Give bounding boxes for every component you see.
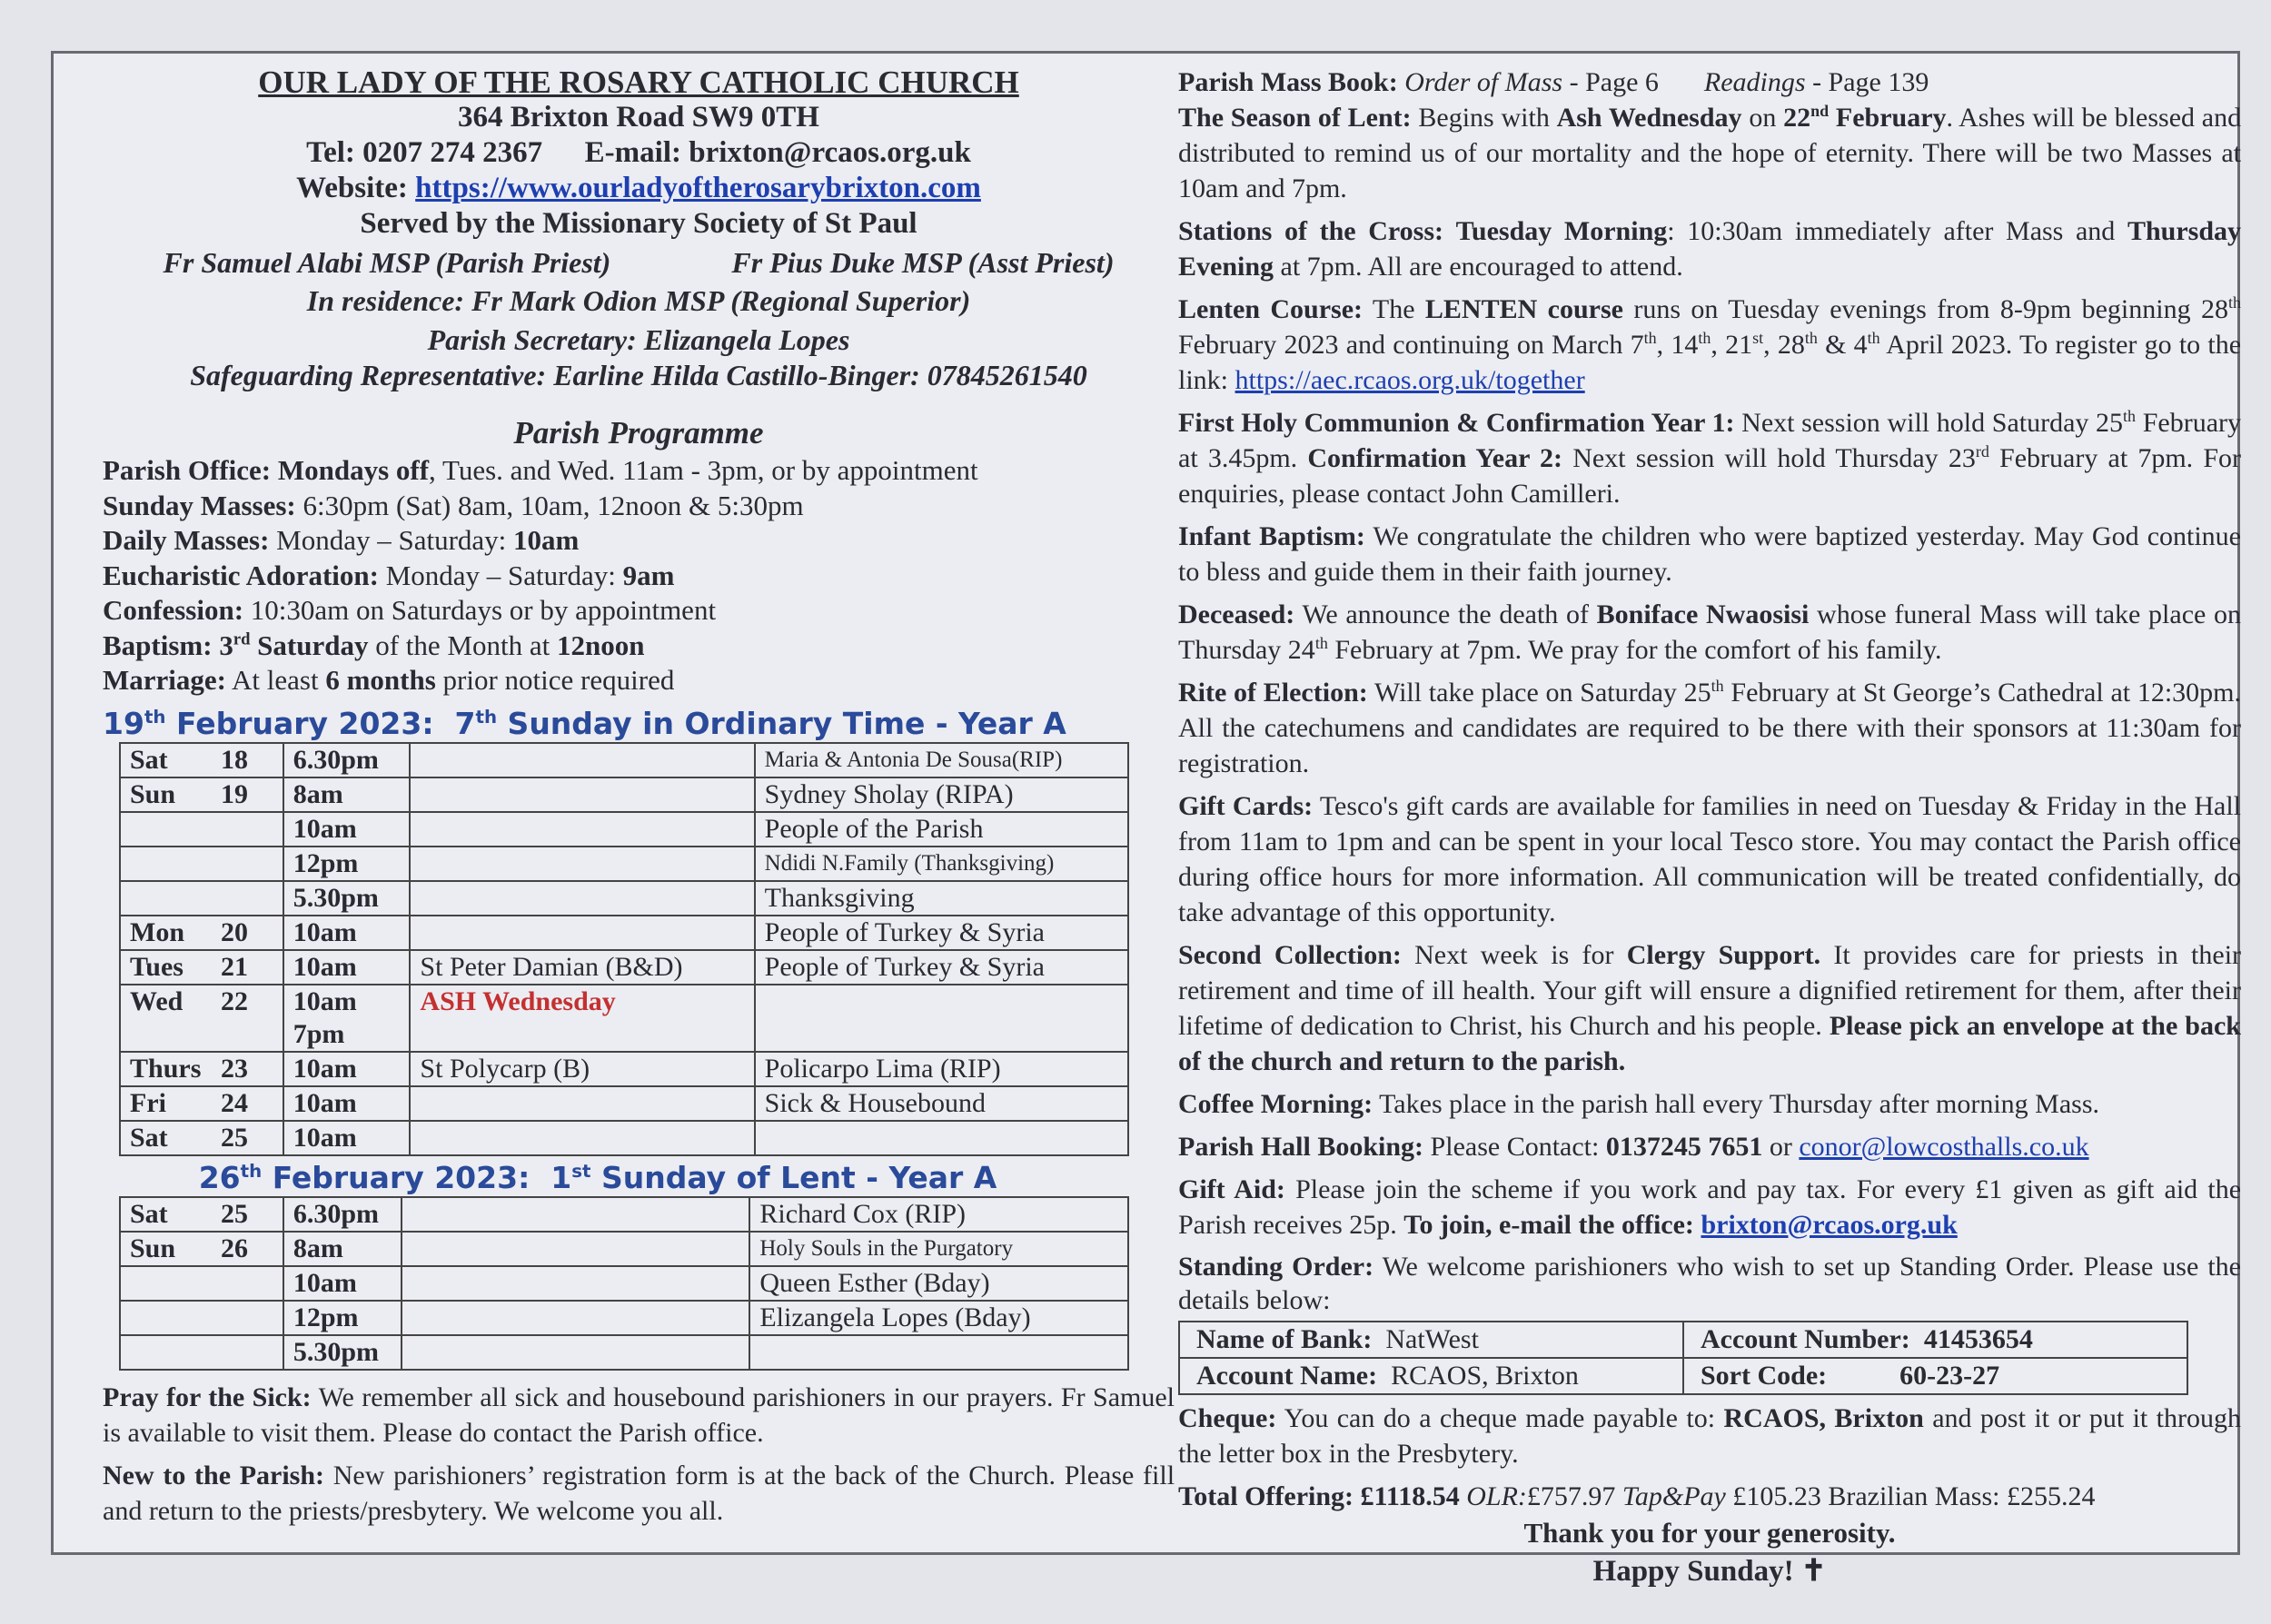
mass-row	[120, 1197, 1128, 1232]
mass-day	[120, 812, 283, 847]
mass-book: Parish Mass Book: Order of Mass - Page 6 Readings - Page 139	[1178, 67, 1929, 97]
secretary-line: Parish Secretary: Elizangela Lopes	[427, 323, 850, 356]
account-name: RCAOS, Brixton	[1391, 1361, 1579, 1391]
mass-intention: Maria & Antonia De Sousa(RIP)	[755, 743, 1128, 777]
mass-time: 10am	[283, 1086, 411, 1121]
mass-time: 10am 7pm	[283, 985, 411, 1052]
mass-day	[120, 847, 283, 881]
mass-intention	[749, 1335, 1128, 1370]
mass-time: 10am	[283, 812, 411, 847]
mass-intention: People of Turkey & Syria	[755, 950, 1128, 985]
coffee-morning: Coffee Morning: Takes place in the parish hall every Thursday after morning Mass.	[1178, 1089, 2100, 1119]
week2-title: 26th February 2023: 1st Sunday of Lent - Year A	[198, 1159, 997, 1195]
mass-feast: St Peter Damian (B&D)	[410, 950, 754, 985]
mass-time: 10am	[283, 1052, 411, 1086]
mass-intention: Richard Cox (RIP)	[749, 1197, 1128, 1232]
mass-feast	[402, 1335, 750, 1370]
contact-line	[103, 135, 1175, 171]
mass-intention: Sick & Housebound	[755, 1086, 1128, 1121]
mass-time: 10am	[283, 916, 411, 950]
mass-day: Sun 26	[120, 1232, 283, 1266]
mass-feast	[410, 743, 754, 777]
mass-day: Mon 20	[120, 916, 283, 950]
baptism: Baptism: 3rd Saturday of the Month at 12noon	[103, 629, 645, 661]
week1-mass-table	[119, 742, 1129, 1156]
mass-time: 5.30pm	[283, 881, 411, 916]
mass-feast	[402, 1266, 750, 1301]
mass-row	[120, 1232, 1128, 1266]
cheque: Cheque: You can do a cheque made payable to: RCAOS, Brixton and post it or put it through the letter box in the Presbytery.	[1178, 1403, 2242, 1469]
mass-intention: Policarpo Lima (RIP)	[755, 1052, 1128, 1086]
mass-day: Wed 22	[120, 985, 283, 1052]
account-number-label: Account Number:	[1701, 1324, 1910, 1354]
mass-feast	[410, 881, 754, 916]
gift-aid-email-link[interactable]: brixton@rcaos.org.uk	[1701, 1210, 1958, 1240]
served-by: Served by the Missionary Society of St Paul	[360, 207, 917, 240]
deceased: Deceased: We announce the death of Boniface Nwaosisi whose funeral Mass will take place on Thursday 24th February at 7pm. We pray for the comfort of his family.	[1178, 599, 2242, 665]
mass-day	[120, 1335, 283, 1370]
mass-day: Sat 18	[120, 743, 283, 777]
mass-time: 6.30pm	[283, 1197, 402, 1232]
church-header	[103, 64, 1175, 242]
second-collection: Second Collection: Next week is for Clergy Support. It provides care for priests in their retirement and time of ill health. Your gift will ensure a dignified retirement for them, after their lifetime of dedication to Christ, his Church and his people. Please pick an envelope at the back of the church and return to the parish.	[1178, 940, 2242, 1076]
mass-intention: Ndidi N.Family (Thanksgiving)	[755, 847, 1128, 881]
daily-masses: Daily Masses: Monday – Saturday: 10am	[103, 524, 580, 556]
asst-priest: Fr Pius Duke MSP (Asst Priest)	[731, 246, 1115, 279]
mass-intention: Sydney Sholay (RIPA)	[755, 777, 1128, 812]
season-of-lent: The Season of Lent: Begins with Ash Wednesday on 22nd February. Ashes will be blessed and distributed to remind us of our mortality and the hope of eternity. There will be two Masses at 10am and 7pm.	[1178, 102, 2242, 203]
right-column	[1178, 64, 2241, 1590]
sort-code-label: Sort Code:	[1701, 1361, 1828, 1391]
mass-time: 10am	[283, 950, 411, 985]
infant-baptism: Infant Baptism: We congratulate the children who were baptized yesterday. May God continue to bless and guide them in their faith journey.	[1178, 521, 2242, 587]
mass-intention: Queen Esther (Bday)	[749, 1266, 1128, 1301]
mass-day: Sat 25	[120, 1121, 283, 1155]
marriage: Marriage: At least 6 months prior notice required	[103, 664, 675, 696]
programme-list	[103, 453, 1175, 698]
mass-intention: Elizangela Lopes (Bday)	[749, 1301, 1128, 1335]
website-line	[103, 171, 1175, 206]
office-hours: Parish Office: Mondays off, Tues. and Wed. 11am - 3pm, or by appointment	[103, 454, 978, 486]
happy-sunday: Happy Sunday! ✝	[1592, 1555, 1827, 1588]
first-communion: First Holy Communion & Confirmation Year 1: Next session will hold Saturday 25th February at 3.45pm. Confirmation Year 2: Next session will hold Thursday 23rd February at 7pm. For enquiries, please contact John Camilleri.	[1178, 407, 2242, 509]
mass-row	[120, 743, 1128, 777]
email-label: E-mail:	[584, 136, 681, 169]
website-link[interactable]: https://www.ourladyoftherosarybrixton.com	[415, 172, 981, 204]
week2-mass-table	[119, 1196, 1129, 1371]
sort-code: 60-23-27	[1899, 1361, 2000, 1391]
bank-details-table	[1178, 1321, 2188, 1395]
rite-of-election: Rite of Election: Will take place on Saturday 25th February at St George’s Cathedral at 12:30pm. All the catechumens and candidates are required to be there with their sponsors at 11:30am for registration.	[1178, 677, 2242, 778]
mass-row	[120, 812, 1128, 847]
mass-feast	[402, 1301, 750, 1335]
mass-feast	[410, 812, 754, 847]
tel-number: 0207 274 2367	[362, 136, 543, 169]
mass-day: Sat 25	[120, 1197, 283, 1232]
church-address: 364 Brixton Road SW9 0TH	[458, 101, 819, 134]
mass-row	[120, 847, 1128, 881]
mass-row	[120, 1301, 1128, 1335]
week1-title: 19th February 2023: 7th Sunday in Ordinary Time - Year A	[103, 705, 1066, 741]
bank-name-label: Name of Bank:	[1196, 1324, 1373, 1354]
mass-intention: Thanksgiving	[755, 881, 1128, 916]
programme-title: Parish Programme	[513, 415, 764, 451]
mass-intention: Holy Souls in the Purgatory	[749, 1232, 1128, 1266]
email-address: brixton@rcaos.org.uk	[689, 136, 971, 169]
mass-feast	[410, 916, 754, 950]
mass-intention	[755, 985, 1128, 1052]
mass-row	[120, 1086, 1128, 1121]
mass-row	[120, 1052, 1128, 1086]
bulletin-sheet	[51, 51, 2242, 1588]
mass-day	[120, 1266, 283, 1301]
mass-day	[120, 881, 283, 916]
mass-time: 8am	[283, 777, 411, 812]
mass-day: Thurs 23	[120, 1052, 283, 1086]
pray-for-sick: Pray for the Sick: We remember all sick and housebound parishioners in our prayers. Fr Samuel is available to visit them. Please do contact the Parish office.	[103, 1381, 1175, 1448]
safeguarding-line: Safeguarding Representative: Earline Hilda Castillo-Binger: 07845261540	[190, 359, 1087, 391]
adoration: Eucharistic Adoration: Monday – Saturday: 9am	[103, 559, 675, 591]
mass-time: 5.30pm	[283, 1335, 402, 1370]
mass-time: 10am	[283, 1266, 402, 1301]
mass-feast	[410, 847, 754, 881]
bank-name: NatWest	[1385, 1324, 1479, 1354]
mass-time: 8am	[283, 1232, 402, 1266]
mass-row	[120, 1335, 1128, 1370]
sunday-masses: Sunday Masses: 6:30pm (Sat) 8am, 10am, 12noon & 5:30pm	[103, 489, 804, 521]
gift-aid: Gift Aid: Please join the scheme if you work and pay tax. For every £1 given as gift aid the Parish receives 25p. To join, e-mail the office: brixton@rcaos.org.uk	[1178, 1174, 2242, 1240]
mass-feast	[402, 1197, 750, 1232]
residence-line: In residence: Fr Mark Odion MSP (Regional Superior)	[306, 284, 971, 317]
mass-row	[120, 881, 1128, 916]
left-column	[103, 64, 1175, 1529]
mass-row	[120, 985, 1128, 1052]
website-label: Website:	[296, 172, 408, 204]
mass-time: 12pm	[283, 1301, 402, 1335]
mass-row	[120, 950, 1128, 985]
mass-intention: People of the Parish	[755, 812, 1128, 847]
mass-day: Sun 19	[120, 777, 283, 812]
mass-feast	[402, 1232, 750, 1266]
mass-row	[120, 916, 1128, 950]
stations-of-cross: Stations of the Cross: Tuesday Morning: 10:30am immediately after Mass and Thursday Evening at 7pm. All are encouraged to attend.	[1178, 216, 2242, 282]
mass-time: 10am	[283, 1121, 411, 1155]
mass-intention: People of Turkey & Syria	[755, 916, 1128, 950]
priests-line	[103, 242, 1175, 283]
account-name-label: Account Name:	[1196, 1361, 1378, 1391]
parish-priest: Fr Samuel Alabi MSP (Parish Priest)	[163, 246, 611, 279]
mass-row	[120, 1121, 1128, 1155]
mass-feast	[410, 777, 754, 812]
mass-feast	[410, 1086, 754, 1121]
mass-time: 12pm	[283, 847, 411, 881]
thank-you: Thank you for your generosity.	[1523, 1517, 1896, 1549]
mass-feast	[410, 1121, 754, 1155]
hall-email-link[interactable]: conor@lowcosthalls.co.uk	[1799, 1132, 2089, 1162]
mass-day: Fri 24	[120, 1086, 283, 1121]
mass-intention	[755, 1121, 1128, 1155]
lenten-course-link[interactable]: https://aec.rcaos.org.uk/together	[1235, 365, 1585, 395]
mass-day	[120, 1301, 283, 1335]
tel-label: Tel:	[306, 136, 355, 169]
gift-cards: Gift Cards: Tesco's gift cards are available for families in need on Tuesday & Friday in the Hall from 11am to 1pm and can be spent in your local Tesco store. You may contact the Parish office during office hours for more information. All communication will be treated confidentially, do take advantage of this opportunity.	[1178, 791, 2241, 927]
mass-row	[120, 777, 1128, 812]
church-name: OUR LADY OF THE ROSARY CATHOLIC CHURCH	[258, 64, 1019, 100]
mass-day: Tues 21	[120, 950, 283, 985]
account-number: 41453654	[1923, 1324, 2033, 1354]
lenten-course: Lenten Course: The LENTEN course runs on Tuesday evenings from 8-9pm beginning 28th February 2023 and continuing on March 7th, 14th, 21st, 28th & 4th April 2023. To register go to the link: https://aec.rcaos.org.uk/together	[1178, 293, 2242, 395]
left-notes	[103, 1380, 1175, 1529]
mass-time: 6.30pm	[283, 743, 411, 777]
confession: Confession: 10:30am on Saturdays or by appointment	[103, 594, 717, 626]
mass-feast: ASH Wednesday	[410, 985, 754, 1052]
new-to-parish: New to the Parish: New parishioners’ registration form is at the back of the Church. Please fill and return to the priests/presbytery. We welcome you all.	[103, 1460, 1175, 1526]
total-offering: Total Offering: £1118.54 OLR:£757.97 Tap&Pay £105.23 Brazilian Mass: £255.24	[1178, 1481, 2096, 1511]
mass-feast: St Polycarp (B)	[410, 1052, 754, 1086]
hall-booking: Parish Hall Booking: Please Contact: 0137245 7651 or conor@lowcosthalls.co.uk	[1178, 1132, 2089, 1162]
mass-row	[120, 1266, 1128, 1301]
standing-order: Standing Order: We welcome parishioners who wish to set up Standing Order. Please use the details below:	[1178, 1252, 2241, 1315]
